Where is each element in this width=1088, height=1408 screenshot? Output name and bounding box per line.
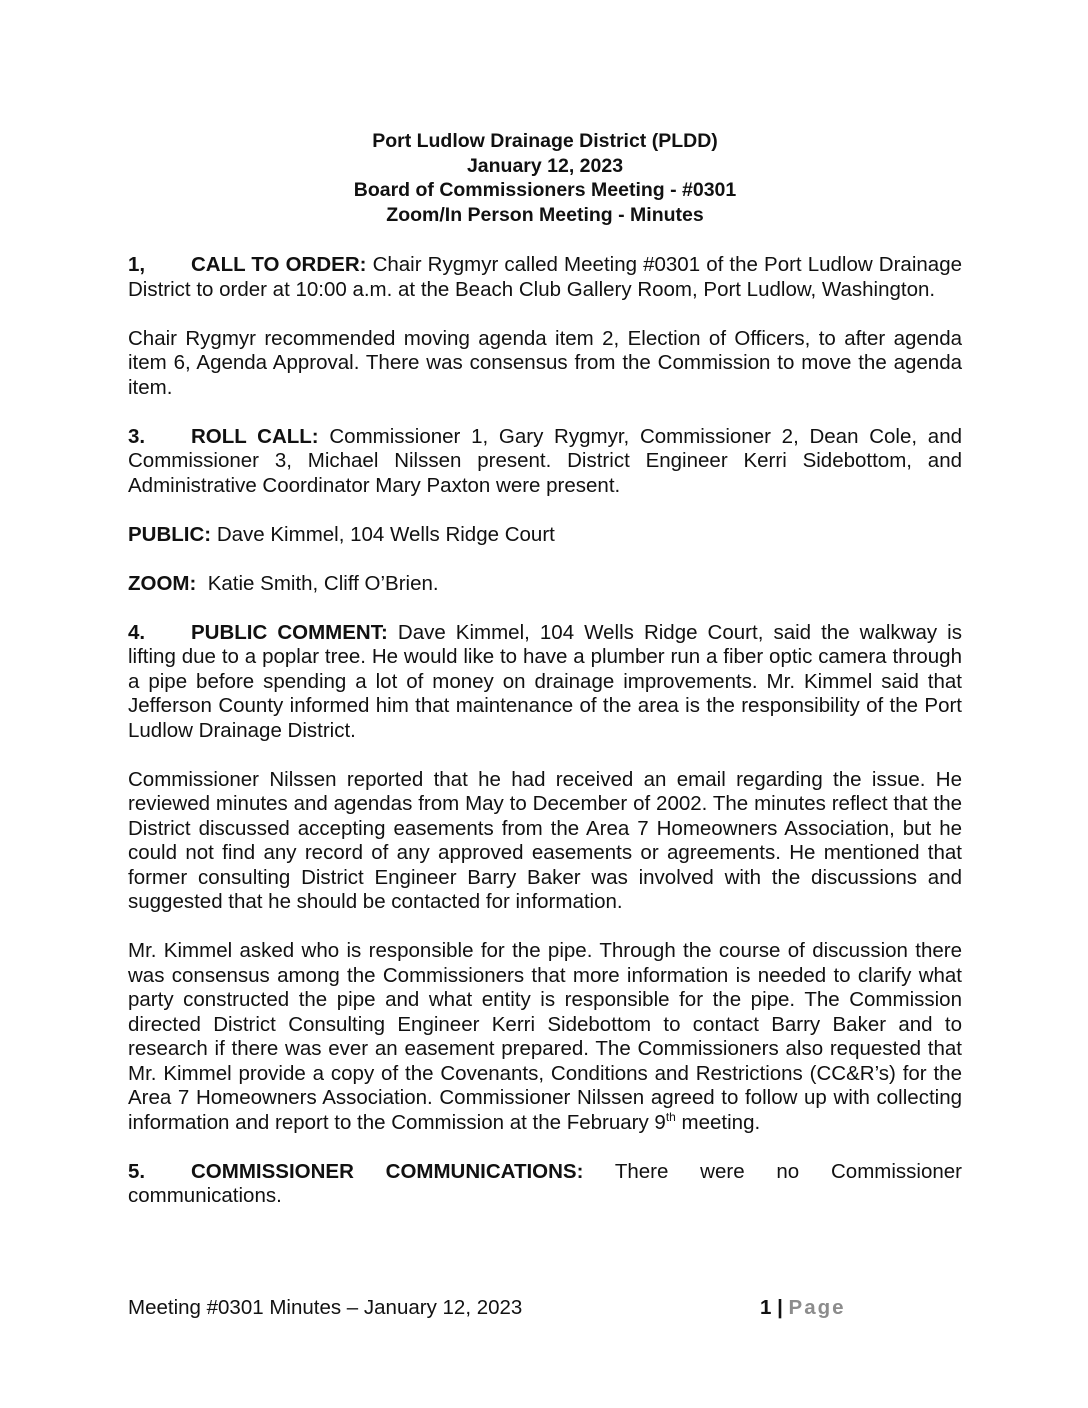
public-text: Dave Kimmel, 104 Wells Ridge Court bbox=[211, 522, 555, 546]
section-call-to-order bbox=[128, 253, 962, 302]
header-district-name: Port Ludlow Drainage District (PLDD) bbox=[372, 130, 718, 152]
section-text: Dave Kimmel, 104 Wells Ridge Court, said the walkway is lifting due to a poplar tree. He would like to have a plumber run a fiber optic camera through a pipe before spending a lot of money on drainage improvements. Mr. Kimmel said that Jefferson County informed him that maintenance of the area is the responsibility of the Port Ludlow Drainage District. bbox=[128, 620, 962, 742]
paragraph-agenda-change: Chair Rygmyr recommended moving agenda item 2, Election of Officers, to after agenda item 6, Agenda Approval. There was consensus from the Commission to move the agenda item. bbox=[128, 326, 962, 399]
paragraph-kimmel-discussion bbox=[128, 939, 962, 1135]
section-heading: COMMISSIONER COMMUNICATIONS: bbox=[191, 1159, 584, 1183]
section-text: There were no Commissioner communications. bbox=[128, 1159, 962, 1207]
header-meeting-title: Board of Commissioners Meeting - #0301 bbox=[353, 179, 737, 201]
header-meeting-type: Zoom/In Person Meeting - Minutes bbox=[386, 203, 704, 226]
header-date: January 12, 2023 bbox=[466, 154, 624, 177]
paragraph-nilssen-report: Commissioner Nilssen reported that he had received an email regarding the issue. He reviewed minutes and agendas from May to December of 2002. The minutes reflect that the District discussed accepting easements from the Area 7 Homeowners Association, but he could not find any record of any approved easements or agreements. He mentioned that former consulting District Engineer Barry Baker was involved with the discussions and suggested that he should be contacted for information. bbox=[128, 767, 962, 913]
section-commissioner-communications bbox=[128, 1160, 962, 1209]
paragraph-public-attendees bbox=[128, 523, 962, 548]
section-text: Commissioner 1, Gary Rygmyr, Commissioner 2, Dean Cole, and Commissioner 3, Michael Nilssen present. District Engineer Kerri Sidebottom, and Administrative Coordinator Mary Paxton were present. bbox=[128, 424, 962, 497]
section-number: 1, bbox=[128, 253, 146, 276]
document-header bbox=[128, 129, 962, 227]
ordinal-suffix: th bbox=[665, 1109, 676, 1124]
section-number: 4. bbox=[128, 620, 146, 644]
paragraph-tail: meeting. bbox=[675, 1110, 761, 1134]
paragraph-text: Mr. Kimmel asked who is responsible for the pipe. Through the course of discussion there was consensus among the Commissioners that more information is needed to clarify what party constructed the pipe and what entity is responsible for the pipe. The Commission directed District Consulting Engineer Kerri Sidebottom to contact Barry Baker and to research if there was ever an easement prepared. The Commissioners also requested that Mr. Kimmel provide a copy of the Covenants, Conditions and Restrictions (CC&R’s) for the Area 7 Homeowners Association. Commissioner Nilssen agreed to follow up with collecting information and report to the Commission at the February 9 bbox=[128, 939, 962, 1134]
paragraph-zoom-attendees bbox=[128, 572, 962, 597]
page-separator: | bbox=[771, 1296, 789, 1319]
section-number: 5. bbox=[128, 1159, 146, 1183]
page-footer bbox=[128, 1296, 962, 1320]
zoom-text: Katie Smith, Cliff O’Brien. bbox=[196, 571, 439, 595]
footer-meeting-label: Meeting #0301 Minutes – January 12, 2023 bbox=[128, 1296, 523, 1319]
public-label: PUBLIC: bbox=[128, 522, 212, 546]
page-word: Page bbox=[788, 1296, 846, 1319]
section-heading: PUBLIC COMMENT: bbox=[191, 620, 388, 644]
section-text: Chair Rygmyr called Meeting #0301 of the Port Ludlow Drainage District to order at 10:00 a.m. at the Beach Club Gallery Room, Port Ludlow, Washington. bbox=[128, 253, 962, 301]
footer-page-indicator bbox=[760, 1296, 846, 1320]
page-number: 1 bbox=[760, 1296, 772, 1319]
section-number: 3. bbox=[128, 424, 146, 448]
section-heading: CALL TO ORDER: bbox=[191, 253, 367, 276]
section-public-comment bbox=[128, 621, 962, 744]
zoom-label: ZOOM: bbox=[128, 571, 197, 595]
document-body bbox=[128, 253, 962, 1233]
section-roll-call bbox=[128, 425, 962, 499]
section-heading: ROLL CALL: bbox=[191, 424, 319, 448]
